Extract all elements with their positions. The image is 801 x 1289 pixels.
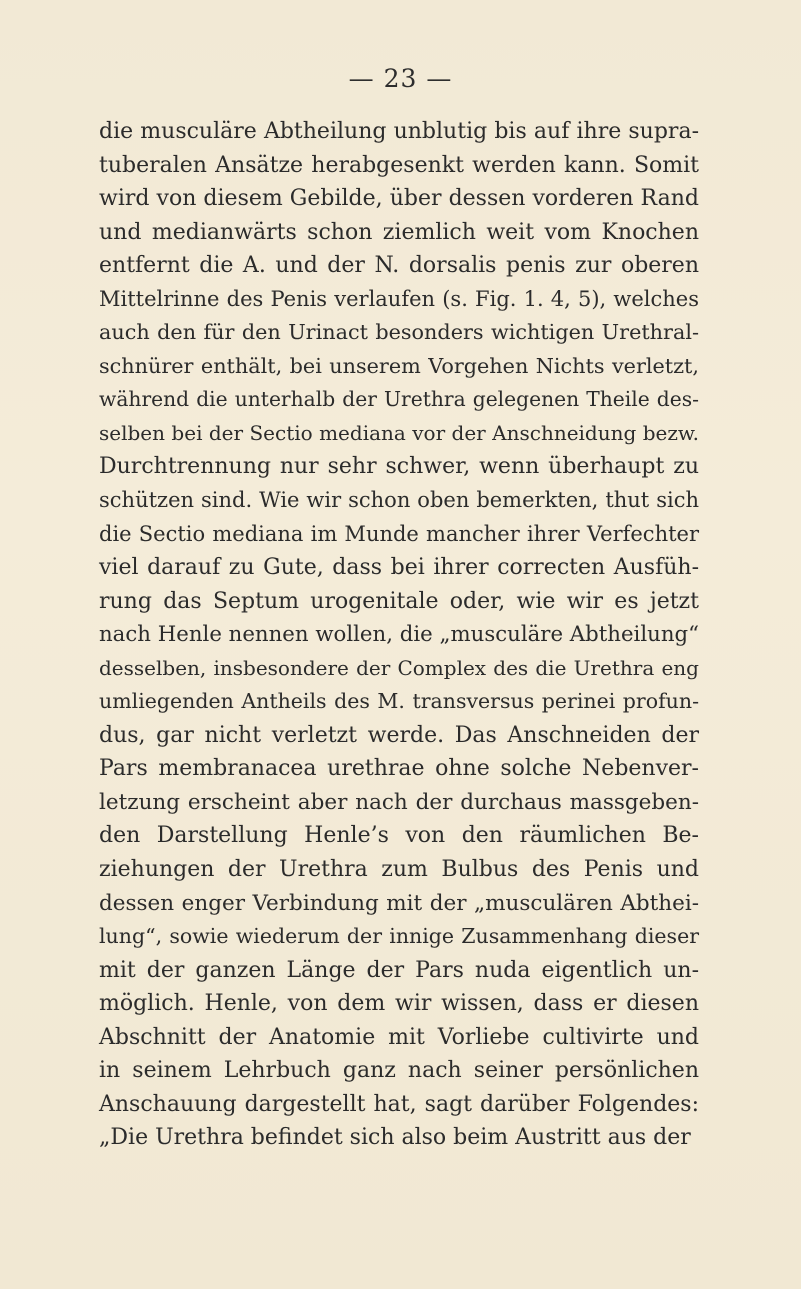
text-line: tuberalen Ansätze herabgesenkt werden kann. Somit (99, 152, 699, 178)
text-line: auch den für den Urinact besonders wichtigen Urethral- (99, 320, 699, 345)
text-line: entfernt die A. und der N. dorsalis penis zur oberen (99, 253, 699, 279)
text-line: letzung erscheint aber nach der durchaus massgeben- (99, 789, 699, 815)
text-line: in seinem Lehrbuch ganz nach seiner persönlichen (99, 1058, 699, 1084)
text-line: möglich. Henle, von dem wir wissen, dass er diesen (99, 991, 699, 1017)
text-line: lung“, sowie wiederum der innige Zusammenhang dieser (99, 924, 699, 949)
text-line: während die unterhalb der Urethra gelegenen Theile des- (99, 387, 699, 412)
text-line: rung das Septum urogenitale oder, wie wir es jetzt (99, 588, 699, 614)
text-line: dus, gar nicht verletzt werde. Das Anschneiden der (99, 722, 699, 748)
text-line: Pars membranacea urethrae ohne solche Nebenver- (99, 756, 699, 782)
text-line: ziehungen der Urethra zum Bulbus des Penis und (99, 857, 699, 883)
text-line: den Darstellung Henle’s von den räumlichen Be- (99, 823, 699, 849)
text-line: viel darauf zu Gute, dass bei ihrer correcten Ausfüh- (99, 555, 699, 581)
text-line: die musculäre Abtheilung unblutig bis auf ihre supra- (99, 119, 699, 144)
text-line: mit der ganzen Länge der Pars nuda eigentlich un- (99, 957, 699, 983)
text-line: die Sectio mediana im Munde mancher ihrer Verfechter (99, 521, 699, 546)
text-line: Mittelrinne des Penis verlaufen (s. Fig. 1. 4, 5), welches (99, 286, 699, 311)
text-line: desselben, insbesondere der Complex des die Urethra eng (99, 655, 699, 680)
text-line: schützen sind. Wie wir schon oben bemerkten, thut sich (99, 488, 699, 513)
text-line: selben bei der Sectio mediana vor der Anschneidung bezw. (99, 420, 699, 445)
text-line: und medianwärts schon ziemlich weit vom Knochen (99, 219, 699, 245)
text-line: dessen enger Verbindung mit der „musculären Abthei- (99, 890, 699, 916)
body-text (99, 115, 699, 1155)
text-line: nach Henle nennen wollen, die „musculäre Abtheilung“ (99, 622, 699, 648)
text-line: Durchtrennung nur sehr schwer, wenn überhaupt zu (99, 454, 699, 480)
text-line: „Die Urethra befindet sich also beim Austritt aus der (99, 1125, 691, 1151)
text-line: umliegenden Antheils des M. transversus perinei profun- (99, 689, 699, 714)
page-number: — 23 — (348, 64, 453, 93)
text-line: schnürer enthält, bei unserem Vorgehen Nichts verletzt, (99, 353, 699, 378)
text-line: wird von diesem Gebilde, über dessen vorderen Rand (99, 186, 699, 212)
text-line: Anschauung dargestellt hat, sagt darüber Folgendes: (99, 1091, 699, 1117)
text-line: Abschnitt der Anatomie mit Vorliebe cultivirte und (99, 1024, 699, 1050)
